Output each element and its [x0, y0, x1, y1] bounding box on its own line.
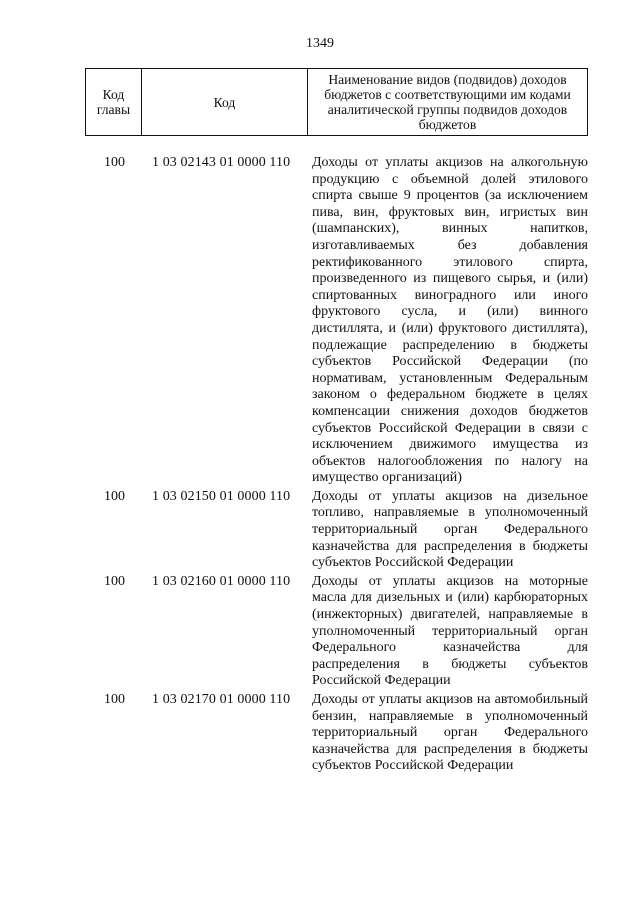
header-code: Код — [142, 69, 308, 136]
table-row — [0, 574, 640, 690]
table-body — [0, 155, 640, 777]
table-row — [0, 155, 640, 487]
revenue-description: Доходы от уплаты акцизов на алкогольную продукцию с объемной долей этилового спирта свыше 9 процентов (за исключением пива, вин, фруктовых вин, игристых вин (шампанских), винных напитков, изготавливаемых без добавления ректификованного этилового спирта, произведенного из пищевого сырья, и (или) спиртованных виноградного или иного фруктового сусла, и (или) винного дистиллята, и (или) фруктового дистиллята), подлежащие распределению в бюджеты субъектов Российской Федерации (по нормативам, установленным Федеральным законом о федеральном бюджете в целях компенсации снижения доходов бюджетов субъектов Российской Федерации в связи с исключением движимого имущества из объектов налогообложения по налогу на имущество организаций) — [312, 155, 588, 486]
revenue-description: Доходы от уплаты акцизов на моторные масла для дизельных и (или) карбюраторных (инжекторных) двигателей, направляемые в уполномоченный территориальный орган Федерального казначейства для распределения в бюджеты субъектов Российской Федерации — [312, 573, 588, 689]
header-chapter-code: Код главы — [86, 69, 142, 136]
chapter-code: 100 — [104, 488, 125, 504]
table-row — [0, 692, 640, 775]
budget-code: 1 03 02160 01 0000 110 — [152, 573, 291, 589]
page-number: 1349 — [306, 36, 334, 51]
budget-code: 1 03 02170 01 0000 110 — [152, 692, 291, 707]
budget-code: 1 03 02150 01 0000 110 — [152, 488, 291, 504]
chapter-code: 100 — [104, 573, 125, 589]
header-revenue-name: Наименование видов (подвидов) доходов бюджетов с соответствующими им кодами аналитической группы подвидов доходов бюджетов — [308, 69, 588, 136]
chapter-code: 100 — [104, 155, 125, 170]
revenue-description: Доходы от уплаты акцизов на автомобильный бензин, направляемые в уполномоченный территориальный орган Федерального казначейства для распределения в бюджеты субъектов Российской Федерации — [312, 692, 588, 774]
table-header — [85, 68, 588, 136]
chapter-code: 100 — [104, 692, 125, 707]
revenue-description: Доходы от уплаты акцизов на дизельное топливо, направляемые в уполномоченный территориальный орган Федерального казначейства для распределения в бюджеты субъектов Российской Федерации — [312, 488, 588, 571]
table-row — [0, 489, 640, 572]
budget-code: 1 03 02143 01 0000 110 — [152, 155, 291, 170]
